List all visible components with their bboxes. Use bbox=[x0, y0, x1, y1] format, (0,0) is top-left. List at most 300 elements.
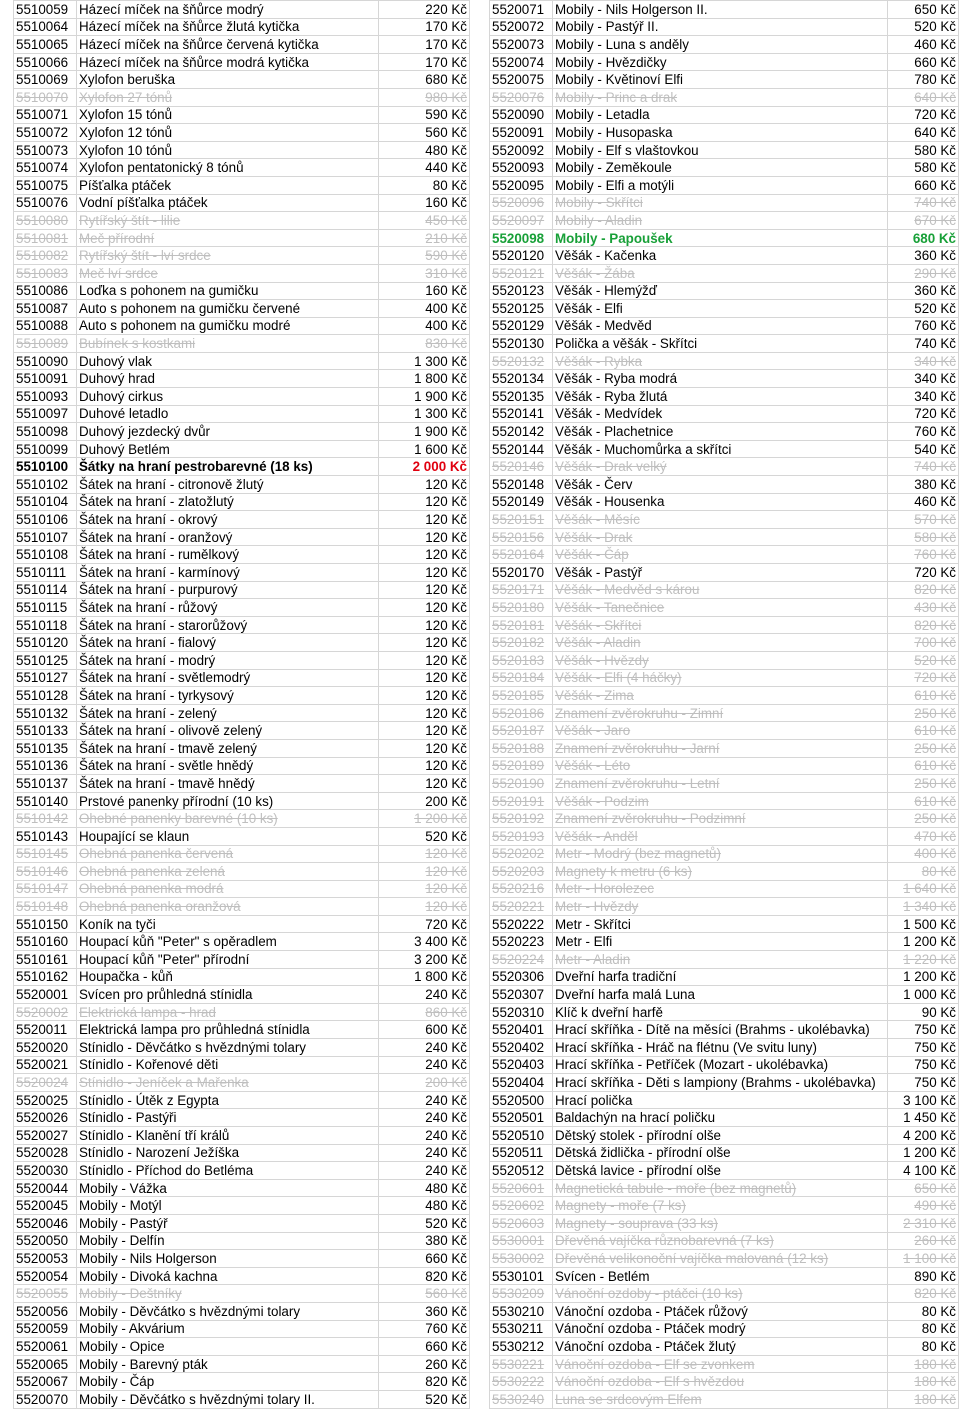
product-name: Dveřní harfa tradiční bbox=[553, 968, 888, 986]
product-name: Šátek na hraní - tmavě hnědý bbox=[77, 775, 379, 793]
product-name: Věšák - Plachetnice bbox=[553, 423, 888, 441]
product-name: Mobily - Čáp bbox=[77, 1373, 379, 1391]
product-price: 590 Kč bbox=[379, 106, 470, 124]
product-code: 5520189 bbox=[490, 757, 553, 775]
product-code: 5520130 bbox=[490, 335, 553, 353]
product-code: 5520093 bbox=[490, 159, 553, 177]
product-row bbox=[490, 1179, 959, 1197]
product-price: 120 Kč bbox=[379, 476, 470, 494]
product-code: 5520001 bbox=[14, 986, 77, 1004]
product-name: Vánoční ozdoba - Ptáček růžový bbox=[553, 1302, 888, 1320]
product-name: Meč přírodní bbox=[77, 229, 379, 247]
product-row bbox=[14, 317, 470, 335]
product-row bbox=[490, 845, 959, 863]
product-code: 5520021 bbox=[14, 1056, 77, 1074]
product-name: Věšák - Elfi (4 háčky) bbox=[553, 669, 888, 687]
product-price: 680 Kč bbox=[379, 71, 470, 89]
product-price: 160 Kč bbox=[379, 194, 470, 212]
product-name: Věšák - Rybka bbox=[553, 352, 888, 370]
product-code: 5510128 bbox=[14, 687, 77, 705]
product-name: Mobily - Vážka bbox=[77, 1179, 379, 1197]
product-code: 5520056 bbox=[14, 1302, 77, 1320]
product-price: 520 Kč bbox=[888, 18, 959, 36]
product-row bbox=[490, 1003, 959, 1021]
product-price: 610 Kč bbox=[888, 722, 959, 740]
product-code: 5520050 bbox=[14, 1232, 77, 1250]
product-code: 5510125 bbox=[14, 651, 77, 669]
product-row bbox=[490, 1214, 959, 1232]
product-code: 5510148 bbox=[14, 898, 77, 916]
product-code: 5520030 bbox=[14, 1162, 77, 1180]
product-row bbox=[490, 1144, 959, 1162]
product-code: 5520097 bbox=[490, 212, 553, 230]
product-price: 120 Kč bbox=[379, 546, 470, 564]
product-price: 760 Kč bbox=[888, 317, 959, 335]
product-name: Stínidlo - Jeníček a Mařenka bbox=[77, 1074, 379, 1092]
product-price: 340 Kč bbox=[888, 352, 959, 370]
product-code: 5520149 bbox=[490, 493, 553, 511]
product-price: 750 Kč bbox=[888, 1039, 959, 1057]
product-price: 450 Kč bbox=[379, 212, 470, 230]
product-price: 490 Kč bbox=[888, 1197, 959, 1215]
product-name: Mobily - Nils Holgerson II. bbox=[553, 1, 888, 19]
product-code: 5510071 bbox=[14, 106, 77, 124]
product-row bbox=[490, 1127, 959, 1145]
product-code: 5520184 bbox=[490, 669, 553, 687]
product-price: 120 Kč bbox=[379, 880, 470, 898]
product-row bbox=[14, 1302, 470, 1320]
product-price: 860 Kč bbox=[379, 1003, 470, 1021]
product-row bbox=[490, 370, 959, 388]
product-code: 5510089 bbox=[14, 335, 77, 353]
product-row bbox=[490, 229, 959, 247]
product-price: 120 Kč bbox=[379, 704, 470, 722]
product-price: 740 Kč bbox=[888, 194, 959, 212]
product-row bbox=[14, 880, 470, 898]
product-code: 5510104 bbox=[14, 493, 77, 511]
product-price: 80 Kč bbox=[379, 176, 470, 194]
product-row bbox=[490, 88, 959, 106]
product-code: 5520307 bbox=[490, 986, 553, 1004]
product-row bbox=[14, 300, 470, 318]
product-name: Věšák - Medvěd bbox=[553, 317, 888, 335]
product-name: Dřevěná vajíčka různobarevná (7 ks) bbox=[553, 1232, 888, 1250]
product-code: 5520310 bbox=[490, 1003, 553, 1021]
product-price: 480 Kč bbox=[379, 141, 470, 159]
product-price: 520 Kč bbox=[379, 1390, 470, 1408]
product-name: Houpačka - kůň bbox=[77, 968, 379, 986]
product-code: 5520072 bbox=[490, 18, 553, 36]
product-name: Duhový vlak bbox=[77, 352, 379, 370]
product-code: 5510066 bbox=[14, 53, 77, 71]
price-table-left bbox=[13, 0, 470, 1409]
product-name: Polička a věšák - Skřítci bbox=[553, 335, 888, 353]
product-row bbox=[490, 722, 959, 740]
product-price: 240 Kč bbox=[379, 1039, 470, 1057]
product-price: 1 800 Kč bbox=[379, 968, 470, 986]
product-price: 660 Kč bbox=[379, 1338, 470, 1356]
product-code: 5520216 bbox=[490, 880, 553, 898]
product-row bbox=[490, 827, 959, 845]
product-row bbox=[14, 405, 470, 423]
product-price: 200 Kč bbox=[379, 1074, 470, 1092]
product-price: 720 Kč bbox=[888, 405, 959, 423]
product-code: 5520071 bbox=[490, 1, 553, 19]
product-name: Dětská lavice - přírodní olše bbox=[553, 1162, 888, 1180]
product-price: 520 Kč bbox=[379, 1214, 470, 1232]
product-row bbox=[490, 1162, 959, 1180]
product-price: 3 200 Kč bbox=[379, 951, 470, 969]
product-name: Klíč k dveřní harfě bbox=[553, 1003, 888, 1021]
product-row bbox=[490, 757, 959, 775]
product-code: 5520024 bbox=[14, 1074, 77, 1092]
product-code: 5520191 bbox=[490, 792, 553, 810]
product-code: 5520092 bbox=[490, 141, 553, 159]
product-name: Věšák - Anděl bbox=[553, 827, 888, 845]
product-name: Věšák - Drak velký bbox=[553, 458, 888, 476]
product-row bbox=[14, 1091, 470, 1109]
product-price: 430 Kč bbox=[888, 599, 959, 617]
product-code: 5510087 bbox=[14, 300, 77, 318]
product-row bbox=[490, 669, 959, 687]
product-row bbox=[490, 405, 959, 423]
product-name: Dětský stolek - přírodní olše bbox=[553, 1127, 888, 1145]
product-price: 120 Kč bbox=[379, 722, 470, 740]
product-name: Ohebné panenky barevné (10 ks) bbox=[77, 810, 379, 828]
product-row bbox=[490, 951, 959, 969]
product-price: 80 Kč bbox=[888, 1338, 959, 1356]
product-price: 820 Kč bbox=[379, 1267, 470, 1285]
product-price: 780 Kč bbox=[888, 71, 959, 89]
product-name: Mobily - Skřítci bbox=[553, 194, 888, 212]
product-code: 5510161 bbox=[14, 951, 77, 969]
product-row bbox=[490, 739, 959, 757]
product-name: Šátek na hraní - zelený bbox=[77, 704, 379, 722]
product-code: 5520401 bbox=[490, 1021, 553, 1039]
product-row bbox=[490, 1320, 959, 1338]
product-row bbox=[14, 1109, 470, 1127]
product-code: 5510072 bbox=[14, 124, 77, 142]
product-name: Ohebná panenka modrá bbox=[77, 880, 379, 898]
product-row bbox=[14, 124, 470, 142]
product-row bbox=[490, 1197, 959, 1215]
product-name: Bubínek s kostkami bbox=[77, 335, 379, 353]
product-row bbox=[14, 423, 470, 441]
product-row bbox=[14, 1179, 470, 1197]
product-price: 820 Kč bbox=[888, 616, 959, 634]
product-name: Věšák - Podzim bbox=[553, 792, 888, 810]
product-name: Elektrická lampa - hrad bbox=[77, 1003, 379, 1021]
product-row bbox=[14, 687, 470, 705]
product-code: 5520120 bbox=[490, 247, 553, 265]
product-code: 5510137 bbox=[14, 775, 77, 793]
product-row bbox=[14, 722, 470, 740]
product-price: 580 Kč bbox=[888, 141, 959, 159]
product-row bbox=[490, 264, 959, 282]
product-row bbox=[490, 933, 959, 951]
product-name: Vánoční ozdoba - Elf s hvězdou bbox=[553, 1373, 888, 1391]
product-price: 830 Kč bbox=[379, 335, 470, 353]
product-price: 3 400 Kč bbox=[379, 933, 470, 951]
product-row bbox=[490, 1039, 959, 1057]
product-price: 120 Kč bbox=[379, 898, 470, 916]
product-price: 610 Kč bbox=[888, 757, 959, 775]
product-code: 5510065 bbox=[14, 36, 77, 54]
product-name: Vodní píšťalka ptáček bbox=[77, 194, 379, 212]
product-row bbox=[14, 634, 470, 652]
product-row bbox=[14, 229, 470, 247]
product-row bbox=[490, 440, 959, 458]
product-row bbox=[490, 968, 959, 986]
product-code: 5520221 bbox=[490, 898, 553, 916]
product-code: 5510120 bbox=[14, 634, 77, 652]
product-code: 5520187 bbox=[490, 722, 553, 740]
product-name: Věšák - Housenka bbox=[553, 493, 888, 511]
product-row bbox=[14, 1373, 470, 1391]
product-code: 5510140 bbox=[14, 792, 77, 810]
product-code: 5520146 bbox=[490, 458, 553, 476]
product-code: 5510075 bbox=[14, 176, 77, 194]
product-price: 80 Kč bbox=[888, 1320, 959, 1338]
product-name: Xylofon 12 tónů bbox=[77, 124, 379, 142]
product-price: 720 Kč bbox=[888, 106, 959, 124]
product-code: 5520053 bbox=[14, 1250, 77, 1268]
product-row bbox=[14, 388, 470, 406]
product-row bbox=[14, 476, 470, 494]
product-price: 250 Kč bbox=[888, 739, 959, 757]
product-price: 680 Kč bbox=[888, 229, 959, 247]
product-name: Stínidlo - Příchod do Betléma bbox=[77, 1162, 379, 1180]
product-price: 480 Kč bbox=[379, 1179, 470, 1197]
product-row bbox=[490, 581, 959, 599]
product-price: 340 Kč bbox=[888, 388, 959, 406]
product-price: 1 900 Kč bbox=[379, 388, 470, 406]
product-row bbox=[14, 352, 470, 370]
product-code: 5510059 bbox=[14, 1, 77, 19]
product-name: Baldachýn na hrací poličku bbox=[553, 1109, 888, 1127]
product-code: 5520403 bbox=[490, 1056, 553, 1074]
product-name: Hrací skříňka - Dítě na měsíci (Brahms - ukolébavka) bbox=[553, 1021, 888, 1039]
product-price: 750 Kč bbox=[888, 1056, 959, 1074]
product-name: Šátek na hraní - oranžový bbox=[77, 528, 379, 546]
product-row bbox=[14, 493, 470, 511]
product-name: Dětská židlička - přírodní olše bbox=[553, 1144, 888, 1162]
product-row bbox=[14, 810, 470, 828]
product-price: 760 Kč bbox=[888, 546, 959, 564]
product-price: 610 Kč bbox=[888, 792, 959, 810]
product-row bbox=[490, 511, 959, 529]
product-code: 5520074 bbox=[490, 53, 553, 71]
product-code: 5520601 bbox=[490, 1179, 553, 1197]
product-name: Šátek na hraní - citronově žlutý bbox=[77, 476, 379, 494]
product-name: Meč lví srdce bbox=[77, 264, 379, 282]
product-row bbox=[14, 1285, 470, 1303]
product-price: 1 600 Kč bbox=[379, 440, 470, 458]
product-row bbox=[490, 53, 959, 71]
product-code: 5530211 bbox=[490, 1320, 553, 1338]
product-row bbox=[490, 124, 959, 142]
product-name: Mobily - Opice bbox=[77, 1338, 379, 1356]
product-row bbox=[490, 1267, 959, 1285]
product-name: Věšák - Medvídek bbox=[553, 405, 888, 423]
product-name: Věšák - Léto bbox=[553, 757, 888, 775]
product-code: 5520026 bbox=[14, 1109, 77, 1127]
product-code: 5520011 bbox=[14, 1021, 77, 1039]
product-row bbox=[14, 1074, 470, 1092]
product-code: 5510115 bbox=[14, 599, 77, 617]
product-price: 240 Kč bbox=[379, 1162, 470, 1180]
product-price: 260 Kč bbox=[379, 1355, 470, 1373]
product-name: Píšťalka ptáček bbox=[77, 176, 379, 194]
product-code: 5530240 bbox=[490, 1390, 553, 1408]
product-row bbox=[14, 951, 470, 969]
product-name: Házecí míček na šňůrce modrá kytička bbox=[77, 53, 379, 71]
product-price: 1 200 Kč bbox=[888, 1144, 959, 1162]
product-code: 5510132 bbox=[14, 704, 77, 722]
product-name: Šátek na hraní - olivově zelený bbox=[77, 722, 379, 740]
product-price: 720 Kč bbox=[888, 564, 959, 582]
product-price: 720 Kč bbox=[888, 669, 959, 687]
product-code: 5520186 bbox=[490, 704, 553, 722]
product-price: 670 Kč bbox=[888, 212, 959, 230]
product-row bbox=[490, 1250, 959, 1268]
product-price: 650 Kč bbox=[888, 1179, 959, 1197]
product-code: 5520501 bbox=[490, 1109, 553, 1127]
product-row bbox=[490, 212, 959, 230]
product-name: Vánoční ozdoba - Ptáček modrý bbox=[553, 1320, 888, 1338]
product-name: Mobily - Akvárium bbox=[77, 1320, 379, 1338]
product-code: 5520222 bbox=[490, 915, 553, 933]
product-name: Mobily - Hvězdičky bbox=[553, 53, 888, 71]
product-price: 740 Kč bbox=[888, 335, 959, 353]
product-price: 400 Kč bbox=[379, 317, 470, 335]
product-price: 180 Kč bbox=[888, 1355, 959, 1373]
product-row bbox=[490, 317, 959, 335]
product-name: Houpací kůň "Peter" přírodní bbox=[77, 951, 379, 969]
product-name: Xylofon 27 tónů bbox=[77, 88, 379, 106]
product-row bbox=[14, 1127, 470, 1145]
product-name: Mobily - Nils Holgerson bbox=[77, 1250, 379, 1268]
product-code: 5510146 bbox=[14, 863, 77, 881]
product-code: 5510135 bbox=[14, 739, 77, 757]
product-name: Luna se srdcovým Elfem bbox=[553, 1390, 888, 1408]
product-price: 120 Kč bbox=[379, 581, 470, 599]
product-name: Metr - Hvězdy bbox=[553, 898, 888, 916]
product-code: 5520067 bbox=[14, 1373, 77, 1391]
product-code: 5530209 bbox=[490, 1285, 553, 1303]
product-name: Xylofon pentatonický 8 tónů bbox=[77, 159, 379, 177]
product-price: 1 200 Kč bbox=[888, 933, 959, 951]
product-name: Stínidlo - Kořenové děti bbox=[77, 1056, 379, 1074]
product-price: 1 300 Kč bbox=[379, 352, 470, 370]
product-price: 120 Kč bbox=[379, 739, 470, 757]
product-code: 5520148 bbox=[490, 476, 553, 494]
product-name: Šátek na hraní - purpurový bbox=[77, 581, 379, 599]
product-code: 5520156 bbox=[490, 528, 553, 546]
product-row bbox=[14, 898, 470, 916]
product-price: 120 Kč bbox=[379, 757, 470, 775]
product-code: 5530001 bbox=[490, 1232, 553, 1250]
product-code: 5520055 bbox=[14, 1285, 77, 1303]
product-name: Věšák - Pastýř bbox=[553, 564, 888, 582]
product-code: 5520170 bbox=[490, 564, 553, 582]
product-name: Věšák - Tanečnice bbox=[553, 599, 888, 617]
product-name: Mobily - Elfi a motýli bbox=[553, 176, 888, 194]
product-name: Věšák - Medvěd s károu bbox=[553, 581, 888, 599]
product-name: Šátky na hraní pestrobarevné (18 ks) bbox=[77, 458, 379, 476]
product-name: Věšák - Ryba modrá bbox=[553, 370, 888, 388]
product-name: Duhový Betlém bbox=[77, 440, 379, 458]
product-price: 80 Kč bbox=[888, 863, 959, 881]
product-name: Duhové letadlo bbox=[77, 405, 379, 423]
product-name: Magnetická tabule - moře (bez magnetů) bbox=[553, 1179, 888, 1197]
product-price: 470 Kč bbox=[888, 827, 959, 845]
product-name: Šátek na hraní - tmavě zelený bbox=[77, 739, 379, 757]
product-name: Mobily - Barevný pták bbox=[77, 1355, 379, 1373]
product-price: 1 200 Kč bbox=[379, 810, 470, 828]
product-code: 5520070 bbox=[14, 1390, 77, 1408]
product-row bbox=[14, 792, 470, 810]
product-code: 5510100 bbox=[14, 458, 77, 476]
product-code: 5520129 bbox=[490, 317, 553, 335]
product-name: Házecí míček na šňůrce žlutá kytička bbox=[77, 18, 379, 36]
product-row bbox=[490, 651, 959, 669]
product-code: 5520044 bbox=[14, 1179, 77, 1197]
product-name: Ohebná panenka zelená bbox=[77, 863, 379, 881]
product-code: 5520091 bbox=[490, 124, 553, 142]
product-price: 170 Kč bbox=[379, 36, 470, 54]
product-price: 240 Kč bbox=[379, 1127, 470, 1145]
product-row bbox=[14, 440, 470, 458]
product-price: 180 Kč bbox=[888, 1390, 959, 1408]
product-row bbox=[14, 159, 470, 177]
product-row bbox=[14, 247, 470, 265]
product-price: 1 220 Kč bbox=[888, 951, 959, 969]
product-price: 380 Kč bbox=[888, 476, 959, 494]
product-price: 120 Kč bbox=[379, 511, 470, 529]
product-row bbox=[490, 1390, 959, 1408]
product-price: 660 Kč bbox=[379, 1250, 470, 1268]
product-code: 5510114 bbox=[14, 581, 77, 599]
product-name: Mobily - Pastýř bbox=[77, 1214, 379, 1232]
product-row bbox=[490, 775, 959, 793]
product-code: 5520203 bbox=[490, 863, 553, 881]
product-code: 5510083 bbox=[14, 264, 77, 282]
product-row bbox=[490, 704, 959, 722]
product-price: 400 Kč bbox=[379, 300, 470, 318]
product-name: Duhový jezdecký dvůr bbox=[77, 423, 379, 441]
product-code: 5520028 bbox=[14, 1144, 77, 1162]
product-code: 5510091 bbox=[14, 370, 77, 388]
product-row bbox=[490, 599, 959, 617]
product-name: Magnety - souprava (33 ks) bbox=[553, 1214, 888, 1232]
product-price: 560 Kč bbox=[379, 124, 470, 142]
product-price: 640 Kč bbox=[888, 88, 959, 106]
product-code: 5510086 bbox=[14, 282, 77, 300]
product-price: 120 Kč bbox=[379, 528, 470, 546]
product-row bbox=[14, 775, 470, 793]
product-code: 5520404 bbox=[490, 1074, 553, 1092]
product-row bbox=[14, 1320, 470, 1338]
product-code: 5510108 bbox=[14, 546, 77, 564]
product-name: Věšák - Kačenka bbox=[553, 247, 888, 265]
product-name: Znamení zvěrokruhu - Letní bbox=[553, 775, 888, 793]
product-price: 240 Kč bbox=[379, 1109, 470, 1127]
product-code: 5520075 bbox=[490, 71, 553, 89]
product-code: 5510145 bbox=[14, 845, 77, 863]
product-name: Hrací skříňka - Petříček (Mozart - ukolébavka) bbox=[553, 1056, 888, 1074]
product-price: 480 Kč bbox=[379, 1197, 470, 1215]
